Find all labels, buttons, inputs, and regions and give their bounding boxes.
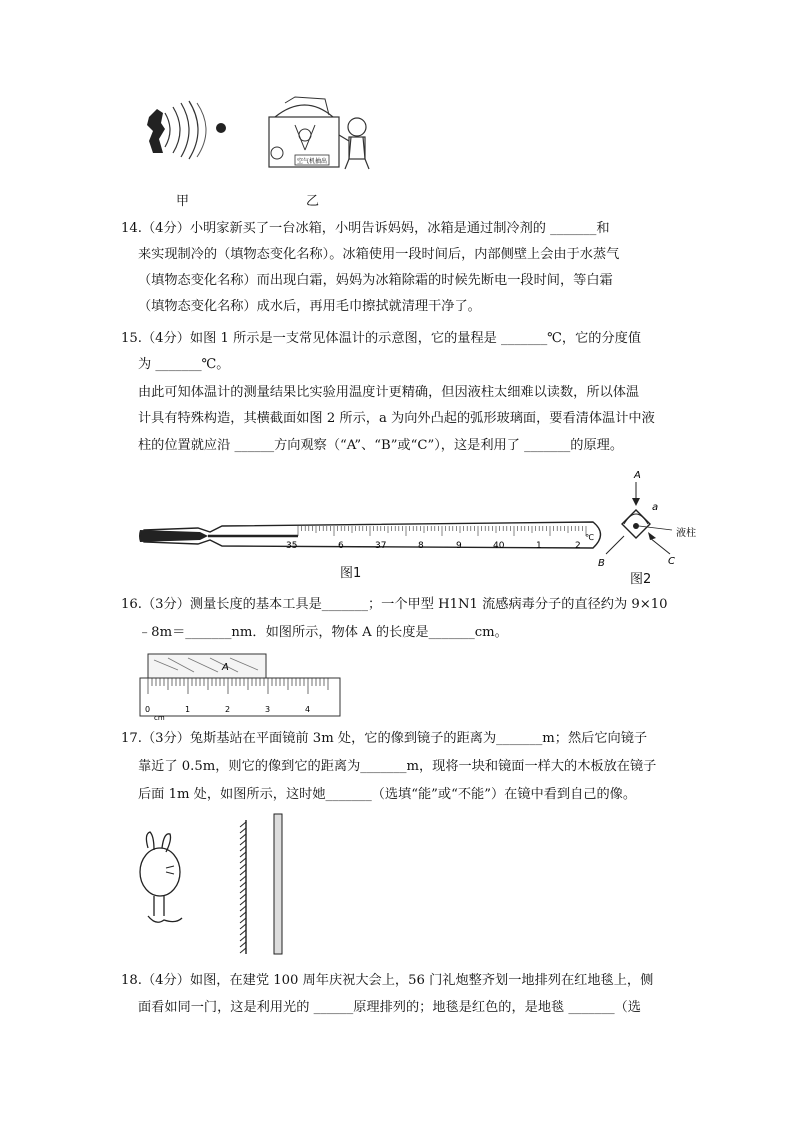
- label-liquid: 液柱: [676, 528, 696, 539]
- mirror-hatch-line: [240, 846, 246, 851]
- caption-jia: 甲: [176, 194, 190, 209]
- mirror-hatch-line: [240, 858, 246, 863]
- ruler-unit: cm: [154, 714, 165, 720]
- ruler-label-3: 3: [265, 705, 271, 714]
- figure-thermometer: [138, 516, 608, 556]
- q15-line-1: 15.（4分）如图 1 所示是一支常见体温计的示意图，它的量程是 _______℃，它的分度值: [121, 331, 642, 346]
- ruler-label-2: 2: [225, 705, 231, 714]
- mirror-hatch-line: [240, 948, 246, 953]
- device-label: 空气机抽出: [296, 158, 328, 165]
- q17-line-3: 后面 1m 处，如图所示，这时她_______（选填“能”或“不能”）在镜中看到自己的像。: [138, 787, 637, 802]
- figure-yi-bell-jar: [265, 95, 380, 175]
- label-C: C: [668, 556, 675, 567]
- mirror-hatch-line: [240, 852, 246, 857]
- thermo-tick-label-6: 1: [536, 541, 542, 551]
- thermo-tick-label-4: 9: [456, 541, 462, 551]
- mirror-hatch-line: [240, 828, 246, 833]
- caption-yi: 乙: [306, 194, 320, 209]
- thermo-tick-label-5: 40: [493, 541, 505, 551]
- q15-line-2: 为 _______℃。: [138, 357, 230, 372]
- q18-line-2: 面看如同一门，这是利用光的 ______原理排列的；地毯是红色的，是地毯 _______（选: [138, 1000, 641, 1015]
- mirror-hatch-line: [240, 912, 246, 917]
- mirror-hatch-line: [240, 882, 246, 887]
- q17-line-2: 靠近了 0.5m，则它的像到它的距离为_______m，现将一块和镜面一样大的木板放在镜子: [138, 759, 657, 774]
- q16-line-2: ﹣8m＝_______nm．如图所示，物体 A 的长度是_______cm。: [138, 625, 508, 640]
- mirror-hatch-line: [240, 822, 246, 827]
- label-A: A: [634, 470, 641, 481]
- thermo-tick-label-3: 8: [418, 541, 424, 551]
- q14-line-1: 14.（4分）小明家新买了一台冰箱，小明告诉妈妈，冰箱是通过制冷剂的 _______和: [121, 221, 610, 236]
- mirror-hatch-line: [240, 906, 246, 911]
- figure-rabbit-mirror: [136, 812, 296, 962]
- figure-cross-section: [592, 466, 712, 586]
- q18-line-1: 18.（4分）如图，在建党 100 周年庆祝大会上，56 门礼炮整齐划一地排列在红地毯上，侧: [121, 973, 654, 988]
- q14-line-3: （填物态变化名称）而出现白霜，妈妈为冰箱除霜的时候先断电一段时间，等白霜: [138, 273, 613, 288]
- q14-line-2: 来实现制冷的（填物态变化名称）。冰箱使用一段时间后，内部侧壁上会由于水蒸气: [138, 247, 620, 262]
- object-label: A: [222, 662, 229, 673]
- label-B: B: [598, 558, 605, 569]
- mirror-hatch-line: [240, 840, 246, 845]
- mirror-hatch-line: [240, 870, 246, 875]
- ruler-label-4: 4: [305, 705, 311, 714]
- mirror-hatch-line: [240, 918, 246, 923]
- mirror-hatch-line: [240, 924, 246, 929]
- figure-jia-sound-waves: [135, 95, 235, 165]
- thermo-tick-label-0: 35: [286, 541, 298, 551]
- mirror-hatch-line: [240, 894, 246, 899]
- ruler-label-1: 1: [185, 705, 191, 714]
- q15-line-3: 由此可知体温计的测量结果比实验用温度计更精确，但因液柱太细难以读数，所以体温: [138, 385, 640, 400]
- caption-fig1: 图1: [340, 566, 362, 581]
- q16-line-1: 16.（3分）测量长度的基本工具是_______；一个甲型 H1N1 流感病毒分子的直径约为 9×10: [121, 597, 668, 612]
- figure-ruler: [138, 652, 343, 720]
- q15-line-5: 柱的位置就应沿 ______方向观察（“A”、“B”或“C”），这是利用了 _______的原理。: [138, 438, 624, 453]
- caption-fig2: 图2: [630, 572, 652, 587]
- mirror-hatch-line: [240, 834, 246, 839]
- thermo-unit: ℃: [585, 533, 594, 542]
- mirror-hatch-line: [240, 900, 246, 905]
- ruler-label-0: 0: [145, 705, 151, 714]
- thermo-tick-label-1: 6: [338, 541, 344, 551]
- q15-line-4: 计具有特殊构造，其横截面如图 2 所示，a 为向外凸起的弧形玻璃面，要看清体温计中液: [138, 411, 655, 426]
- mirror-hatch-line: [240, 864, 246, 869]
- mirror-hatch-line: [240, 888, 246, 893]
- mirror-hatch-line: [240, 876, 246, 881]
- thermo-tick-label-2: 37: [375, 541, 387, 551]
- mirror-hatch-line: [240, 936, 246, 941]
- label-a: a: [652, 502, 659, 513]
- thermo-tick-label-7: 2: [575, 541, 581, 551]
- q14-line-4: （填物态变化名称）成水后，再用毛巾擦拭就清理干净了。: [138, 299, 481, 314]
- mirror-hatch-line: [240, 930, 246, 935]
- mirror-hatch-line: [240, 942, 246, 947]
- q17-line-1: 17.（3分）兔斯基站在平面镜前 3m 处，它的像到镜子的距离为_______m；然后它向镜子: [121, 731, 648, 746]
